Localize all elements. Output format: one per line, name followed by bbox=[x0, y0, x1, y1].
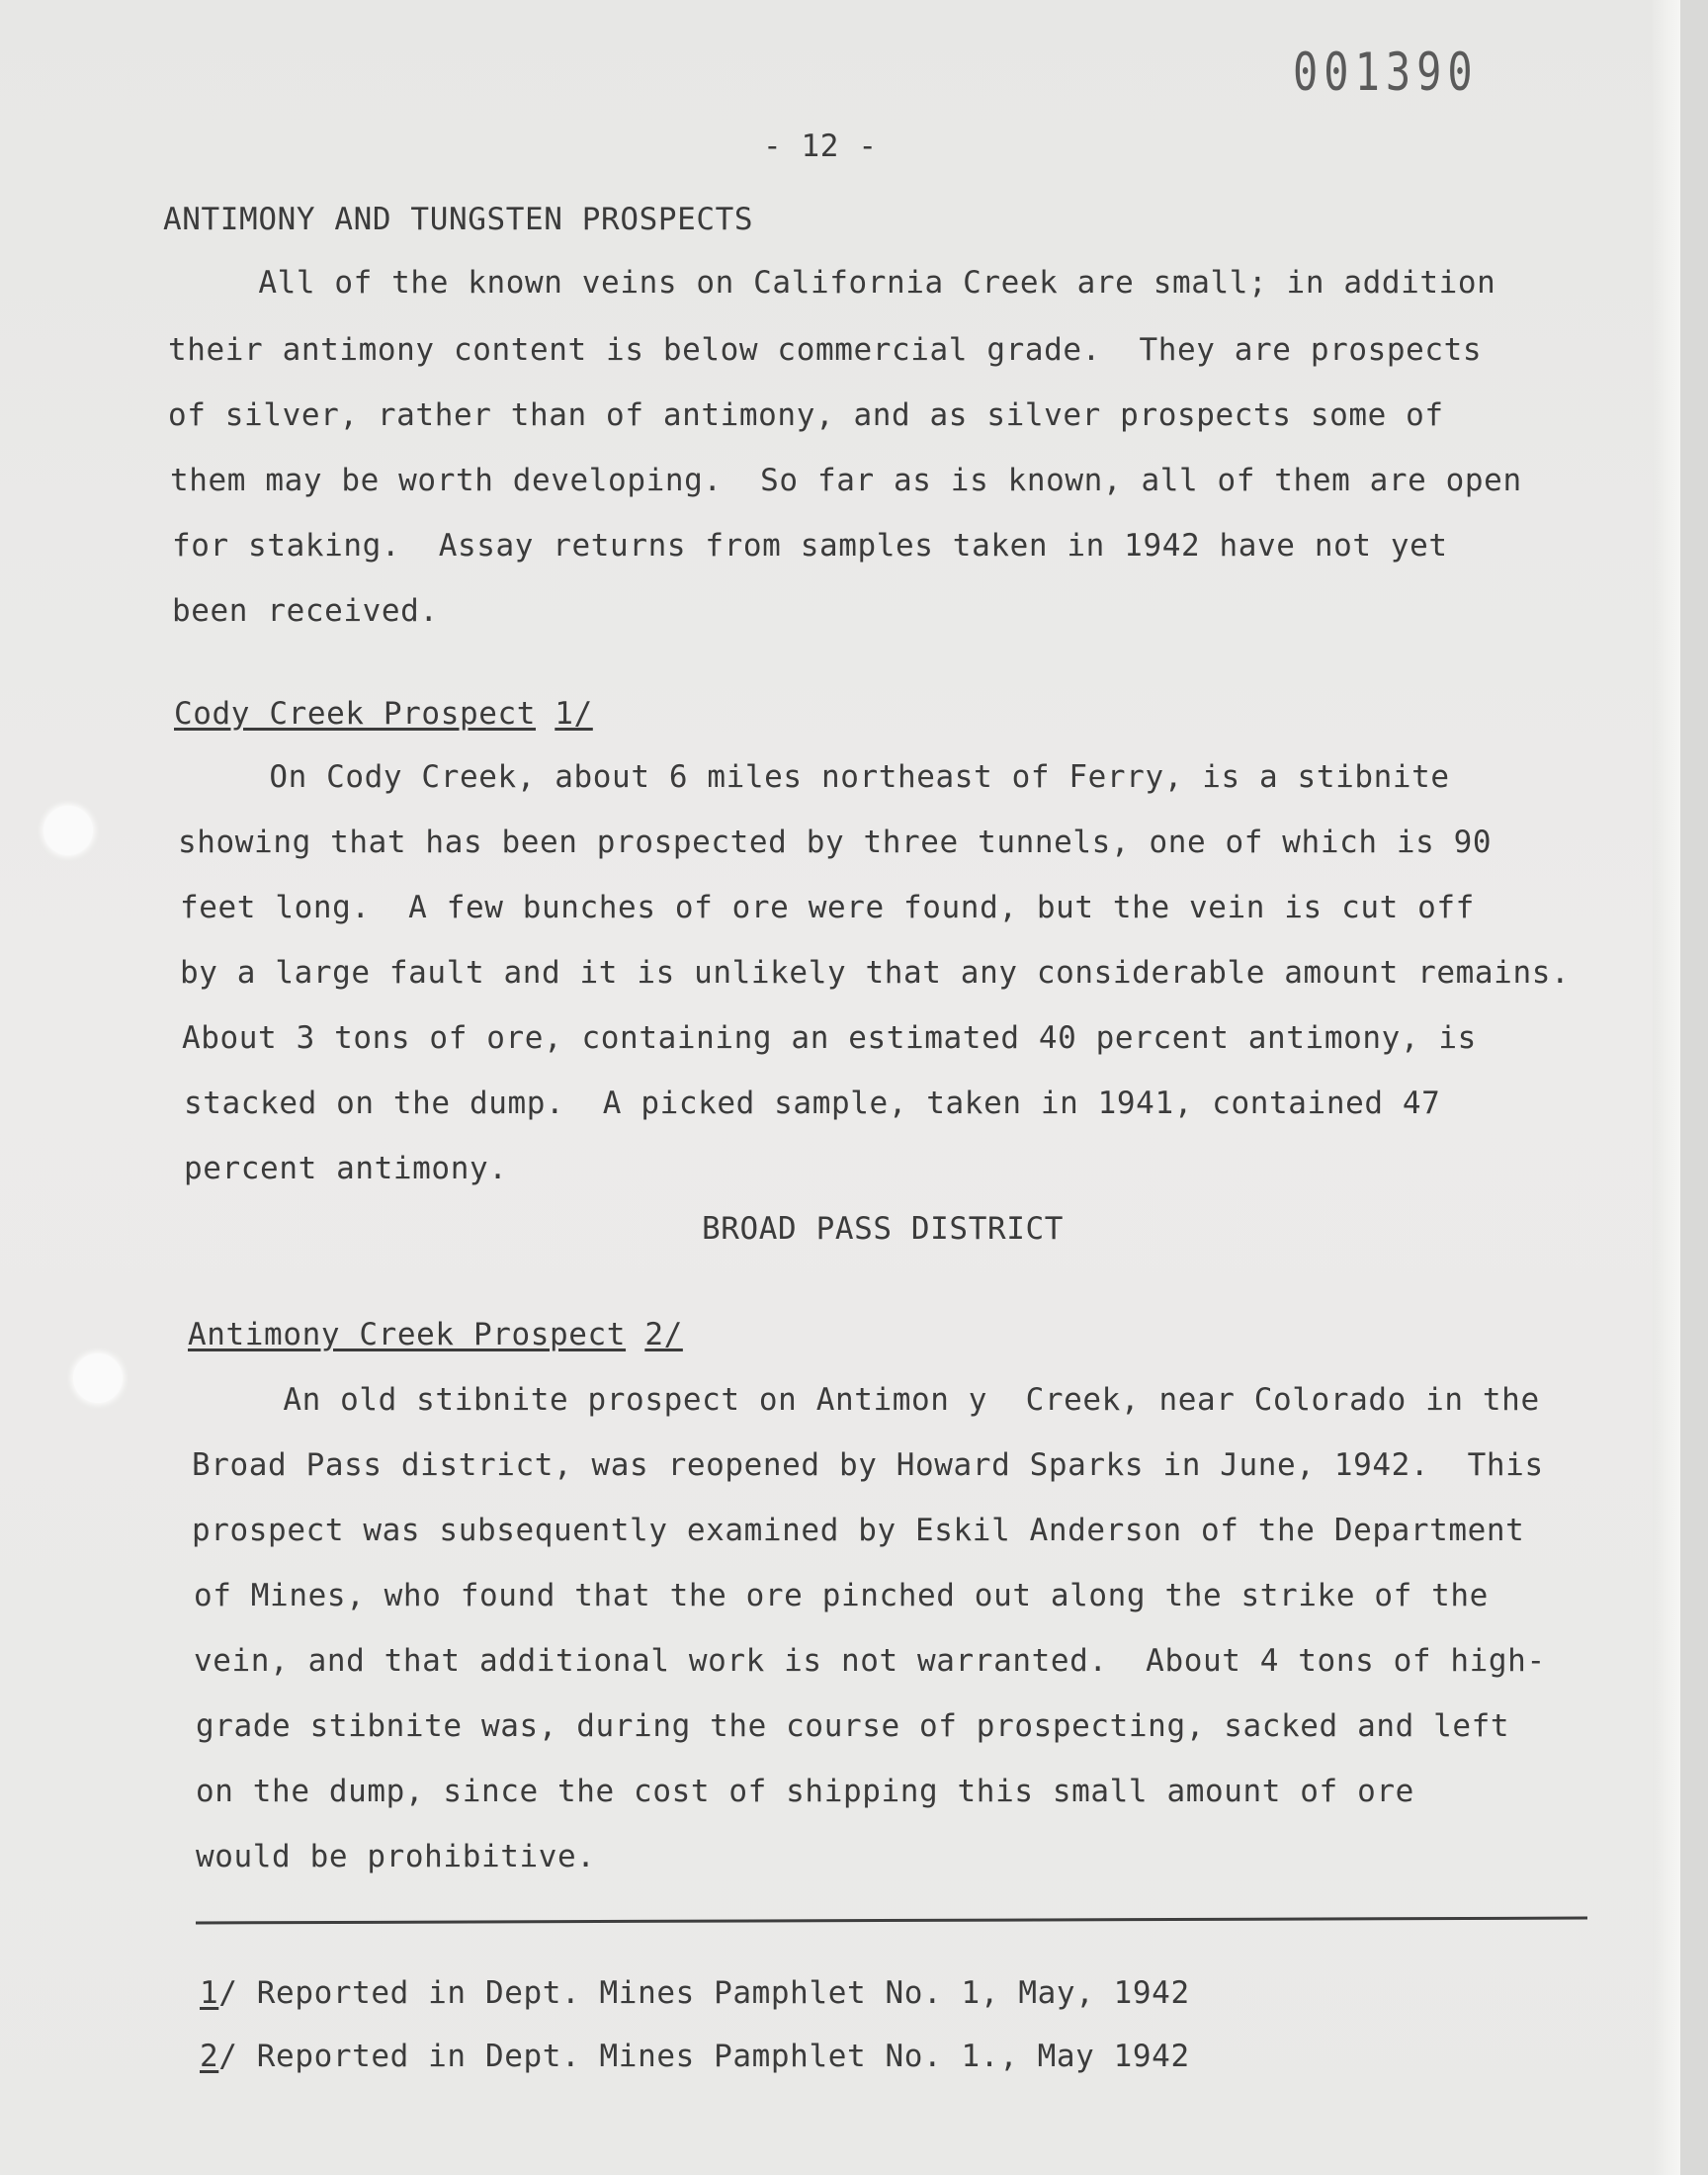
paragraph-line: About 3 tons of ore, containing an estimated 40 percent antimony, is bbox=[182, 1020, 1477, 1056]
heading-text: Cody Creek Prospect bbox=[174, 696, 537, 732]
paragraph-line: vein, and that additional work is not warranted. About 4 tons of high- bbox=[194, 1643, 1546, 1679]
paragraph-line: of Mines, who found that the ore pinched out along the strike of the bbox=[194, 1578, 1489, 1613]
paragraph-line: percent antimony. bbox=[184, 1151, 508, 1186]
subsection-heading-cody bbox=[174, 696, 593, 732]
punch-hole-bottom bbox=[73, 1353, 123, 1403]
paragraph-line: prospect was subsequently examined by Eskil Anderson of the Department bbox=[192, 1513, 1525, 1548]
paragraph-line: On Cody Creek, about 6 miles northeast of Ferry, is a stibnite bbox=[174, 759, 1450, 795]
footnote: 1/ Reported in Dept. Mines Pamphlet No. 1, May, 1942 bbox=[200, 1975, 1190, 2011]
paragraph-line: An old stibnite prospect on Antimon y Creek, near Colorado in the bbox=[188, 1382, 1540, 1418]
footnote: 2/ Reported in Dept. Mines Pamphlet No. 1., May 1942 bbox=[200, 2039, 1190, 2074]
footnote-divider bbox=[196, 1917, 1587, 1925]
paragraph-line: them may be worth developing. So far as is known, all of them are open bbox=[170, 463, 1522, 498]
section-heading: ANTIMONY AND TUNGSTEN PROSPECTS bbox=[163, 202, 754, 237]
paragraph-line: showing that has been prospected by three tunnels, one of which is 90 bbox=[178, 825, 1493, 860]
paragraph-line: by a large fault and it is unlikely that any considerable amount remains. bbox=[180, 955, 1571, 991]
footnote-mark: 2 bbox=[200, 2039, 219, 2074]
page-number: - 12 - bbox=[763, 129, 878, 164]
heading-text: Antimony Creek Prospect bbox=[188, 1317, 627, 1352]
page-edge bbox=[1653, 0, 1680, 2175]
footnote-text: Reported in Dept. Mines Pamphlet No. 1., May 1942 bbox=[237, 2039, 1190, 2074]
paragraph-line: for staking. Assay returns from samples taken in 1942 have not yet bbox=[172, 528, 1448, 564]
paragraph-line: on the dump, since the cost of shipping this small amount of ore bbox=[196, 1774, 1414, 1809]
paragraph-line: would be prohibitive. bbox=[196, 1839, 596, 1874]
stamp-number: 001390 bbox=[1293, 42, 1479, 103]
district-heading: BROAD PASS DISTRICT bbox=[702, 1211, 1065, 1247]
footnote-ref: 1/ bbox=[555, 696, 593, 732]
paragraph-line: grade stibnite was, during the course of prospecting, sacked and left bbox=[196, 1708, 1510, 1744]
footnote-ref: 2/ bbox=[644, 1317, 683, 1352]
paragraph-line: All of the known veins on California Creek are small; in addition bbox=[163, 265, 1496, 301]
footnote-mark: 1 bbox=[200, 1975, 219, 2011]
subsection-heading-antimony bbox=[188, 1317, 683, 1352]
paragraph-line: feet long. A few bunches of ore were found, but the vein is cut off bbox=[180, 890, 1475, 925]
footnote-text: Reported in Dept. Mines Pamphlet No. 1, May, 1942 bbox=[237, 1975, 1190, 2011]
paragraph-line: Broad Pass district, was reopened by Howard Sparks in June, 1942. This bbox=[192, 1447, 1544, 1483]
paragraph-line: their antimony content is below commercial grade. They are prospects bbox=[168, 332, 1483, 368]
paragraph-line: of silver, rather than of antimony, and as silver prospects some of bbox=[168, 397, 1444, 433]
punch-hole-top bbox=[43, 806, 93, 855]
paragraph-line: stacked on the dump. A picked sample, taken in 1941, contained 47 bbox=[184, 1086, 1441, 1121]
paragraph-line: been received. bbox=[172, 593, 439, 629]
